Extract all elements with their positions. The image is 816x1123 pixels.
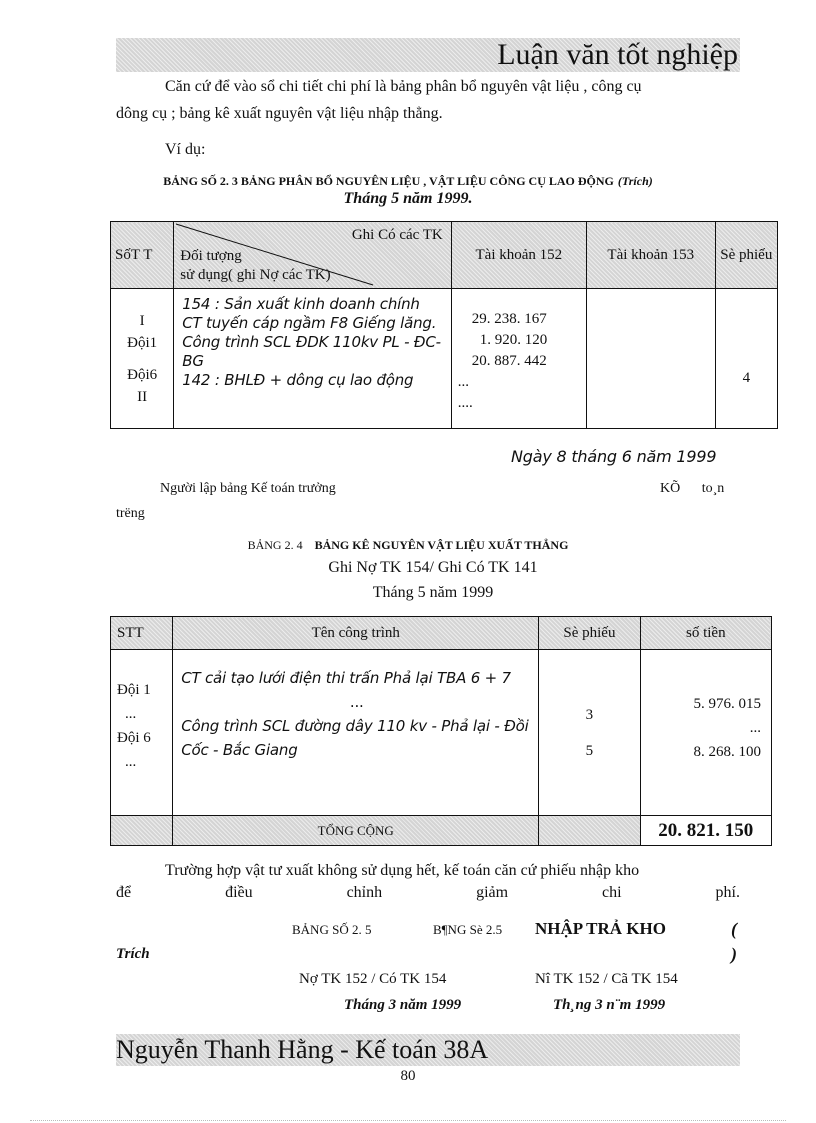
stt-line: I	[139, 312, 145, 329]
stt-line: II	[137, 388, 148, 405]
table1-caption-extract: (Trích)	[617, 174, 653, 188]
table1-caption	[0, 172, 816, 190]
table2-header-stt: STT	[111, 617, 173, 650]
stt-line: Đội1	[127, 334, 158, 351]
table1-voucher-cell: 4	[715, 289, 777, 429]
table2-header-voucher: Sè phiếu	[539, 617, 640, 650]
tk152-value: 1. 920. 120	[479, 332, 548, 348]
table2-total-row	[111, 816, 772, 846]
work-line: CT cải tạo lưới điện thi trấn Phả lại TBA 6 + 7	[181, 669, 511, 687]
table2-caption-prefix: BẢNG 2. 4	[247, 538, 303, 552]
table2-name-cell	[173, 650, 539, 816]
closing-word: chi	[602, 884, 622, 901]
voucher-value: 3	[585, 707, 594, 723]
tk152-value: 20. 887. 442	[471, 353, 547, 369]
signoff-continued: trëng	[116, 506, 145, 521]
table2-total-value: 20. 821. 150	[640, 816, 771, 846]
table3-month-garbled: Th¸ng 3 n¨m 1999	[553, 997, 666, 1013]
table2-total-blank	[539, 816, 640, 846]
closing-word: điều	[225, 884, 253, 901]
closing-word: phí.	[715, 884, 740, 901]
table2-subtitle-2: Tháng 5 năm 1999	[372, 584, 494, 601]
work-line: Công trình SCL đường dây 110 kv - Phả lại - Đồi Cốc - Bắc Giang	[181, 717, 529, 759]
table3-month: Tháng 3 năm 1999	[344, 997, 462, 1013]
table2-body-row	[111, 650, 772, 816]
table1-body-row	[111, 289, 778, 429]
table2-header-amount: số tiền	[640, 617, 771, 650]
closing-word: để	[116, 884, 132, 901]
thesis-title: Luận văn tốt nghiệp	[497, 38, 738, 71]
object-line: 142 : BHLĐ + dông cụ lao động	[182, 371, 414, 389]
table2-total-spacer	[111, 816, 173, 846]
signoff-preparer: Người lập bảng Kế toán trưởng	[160, 481, 336, 496]
signoff-date: Ngày 8 tháng 6 năm 1999	[511, 447, 717, 466]
table1-stt-cell	[111, 289, 174, 429]
table1-object-cell	[174, 289, 452, 429]
intro-line-2: dông cụ ; bảng kê xuất nguyên vật liệu nhập thẳng.	[116, 105, 443, 122]
intro-line-1: Căn cứ để vào sổ chi tiết chi phí là bảng phân bổ nguyên vật liệu , công cụ	[165, 78, 642, 95]
amount-value: ...	[749, 720, 761, 736]
page-number: 80	[400, 1068, 416, 1084]
table2-voucher-cell	[539, 650, 640, 816]
stt-line: Đội 6	[117, 730, 151, 746]
table3-debit-credit-garbled: Nî TK 152 / Cã TK 154	[535, 971, 678, 987]
table2-amount-cell	[640, 650, 771, 816]
signoff-chief-accountant: KÕ to¸n	[660, 481, 725, 496]
table1-tk153-cell	[586, 289, 715, 429]
table3-title: NHẬP TRẢ KHO	[535, 919, 666, 938]
tk152-value: ....	[457, 395, 473, 411]
voucher-value: 5	[585, 743, 594, 759]
closing-word: chỉnh	[346, 884, 383, 901]
closing-line-1: Trường hợp vật tư xuất không sử dụng hết, kế toán căn cứ phiếu nhập kho	[165, 862, 640, 879]
header-credit-label: Ghi Có các TK	[351, 227, 443, 243]
stt-line: Đội 1	[117, 682, 151, 698]
stt-line: ...	[125, 706, 137, 722]
table2-subtitle-1: Ghi Nợ TK 154/ Ghi Có TK 141	[328, 559, 538, 576]
table1-header-object	[174, 222, 452, 289]
table3-extract: Trích	[116, 946, 150, 962]
header-debit-label: sử dụng( ghi Nợ các TK)	[180, 267, 331, 283]
object-line: 154 : Sản xuất kinh doanh chính	[182, 295, 420, 313]
header-object-label: Đối tượng	[180, 248, 242, 264]
table2-total-label: TỔNG CỘNG	[173, 816, 539, 846]
closing-line-2	[116, 884, 740, 902]
closing-word: giảm	[476, 884, 509, 901]
table1-header-stt: SốT T	[111, 222, 174, 289]
tk152-value: ...	[457, 374, 470, 390]
footer-author: Nguyễn Thanh Hằng - Kế toán 38A	[116, 1035, 489, 1064]
stt-line: Đội6	[127, 366, 158, 383]
table1-caption-text: BẢNG SỐ 2. 3 BẢNG PHÂN BỔ NGUYÊN LIỆU , VẬT LIỆU CÔNG CỤ LAO ĐỘNG	[163, 174, 614, 188]
materials-table	[110, 616, 772, 846]
page-bottom-rule	[30, 1120, 786, 1121]
table2-header-row	[111, 617, 772, 650]
table3-label-garbled: B¶NG Sè 2.5	[433, 922, 503, 937]
allocation-table	[110, 221, 778, 429]
table1-header-voucher: Sè phiếu	[715, 222, 777, 289]
stt-line: ...	[125, 754, 137, 770]
table3-label: BẢNG SỐ 2. 5	[292, 922, 372, 937]
table1-header-tk152: Tài khoản 152	[451, 222, 586, 289]
tk152-value: 29. 238. 167	[471, 311, 547, 327]
paren-open: (	[731, 919, 737, 939]
work-line: ...	[349, 693, 364, 711]
object-line: CT tuyến cáp ngầm F8 Giếng lăng.	[182, 314, 437, 332]
table1-subtitle: Tháng 5 năm 1999.	[343, 190, 473, 207]
table2-stt-cell	[111, 650, 173, 816]
object-line: Công trình SCL ĐDK 110kv PL - ĐC- BG	[182, 333, 441, 370]
example-label: Ví dụ:	[165, 141, 206, 158]
paren-close: )	[731, 944, 737, 964]
amount-value: 5. 976. 015	[693, 696, 761, 712]
table1-header-tk153: Tài khoản 153	[586, 222, 715, 289]
table2-header-name: Tên công trình	[173, 617, 539, 650]
table1-header-row	[111, 222, 778, 289]
table1-tk152-cell	[451, 289, 586, 429]
table3-debit-credit: Nợ TK 152 / Có TK 154	[299, 971, 447, 987]
amount-value: 8. 268. 100	[693, 744, 761, 760]
table2-caption	[0, 538, 816, 553]
table2-caption-title: BẢNG KÊ NGUYÊN VẬT LIỆU XUẤT THẲNG	[314, 538, 569, 552]
